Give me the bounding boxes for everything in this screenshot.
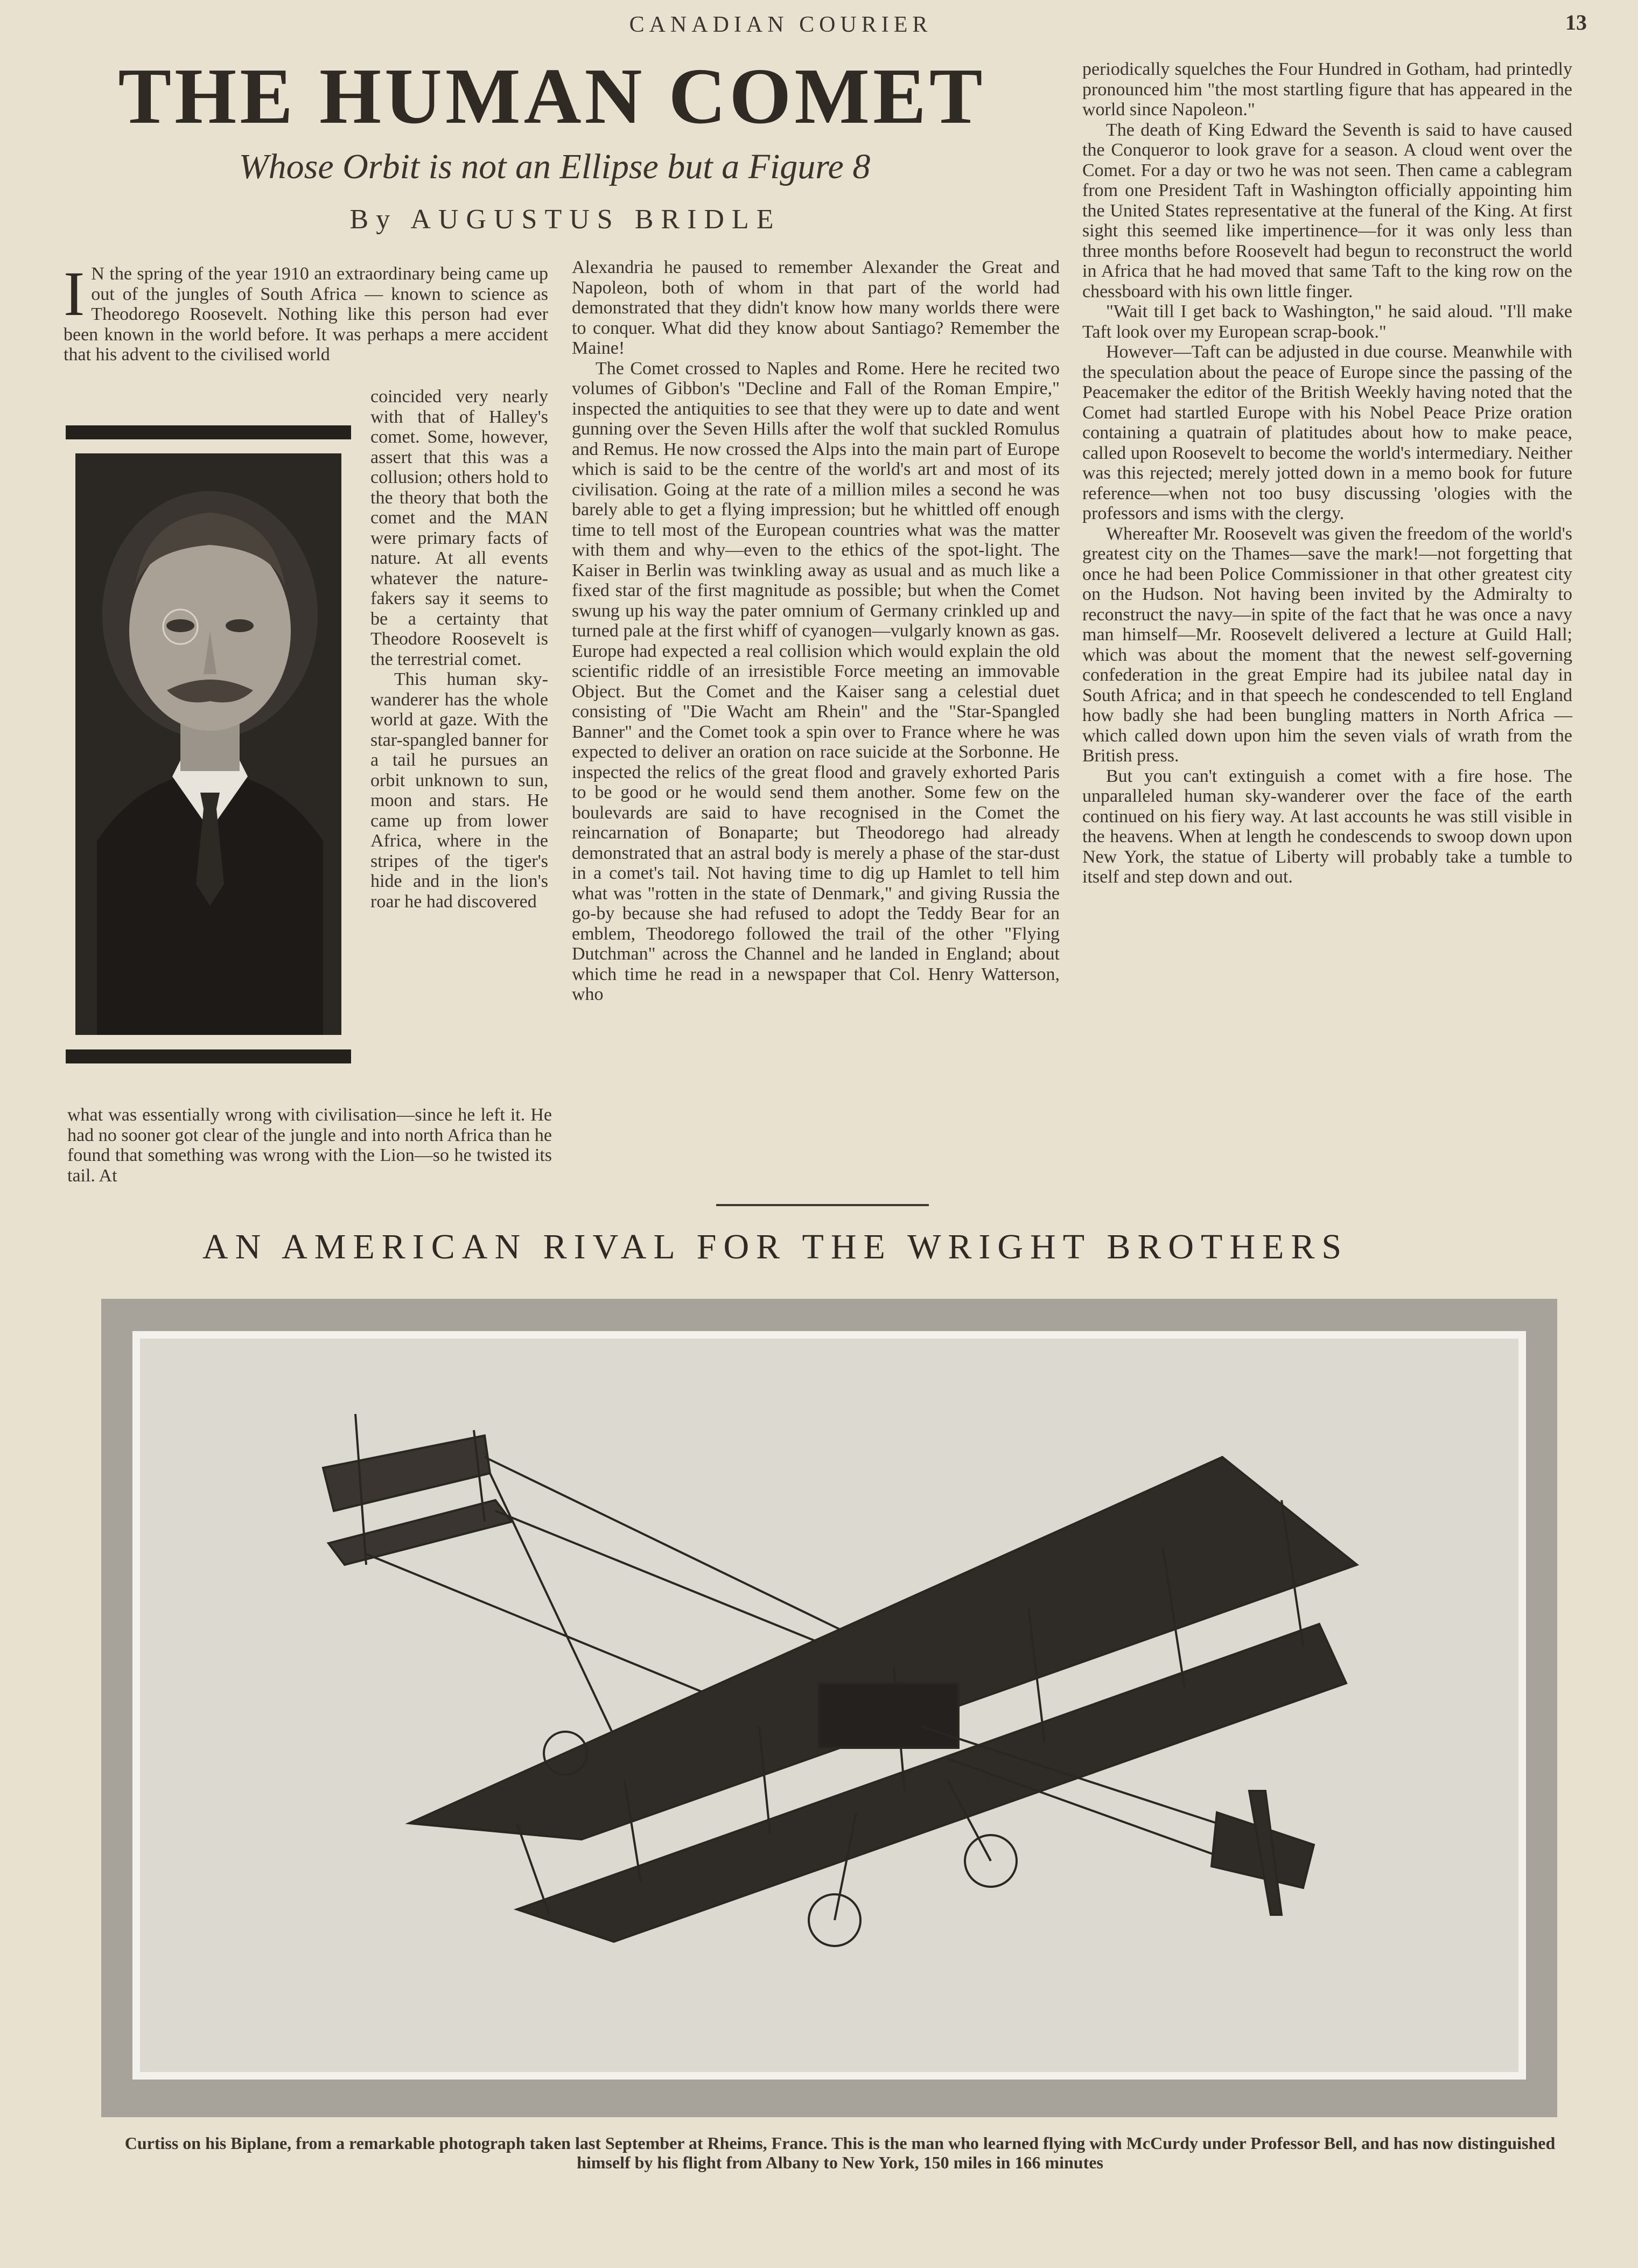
section-divider: [716, 1204, 929, 1206]
paragraph: coincided very nearly with that of Halley's comet. Some, however, assert that this was a collusion; others hold to the theory that both the comet and the MAN were primary facts of nature. At all events whatever the nature-fakers say it seems to be a certainty that Theodore Roosevelt is the terrestrial comet.: [370, 387, 548, 669]
column-1-top: [64, 258, 548, 365]
rule-top: [66, 425, 351, 439]
paragraph: But you can't extinguish a comet with a fire hose. The unparalleled human sky-wanderer over the face of the earth continued on his fiery way. At last accounts he was still visible in the heavens. When at length he condescends to swoop down upon New York, the statue of Liberty will probably take a tumble to itself and step down and out.: [1082, 766, 1572, 887]
portrait-figure: [66, 425, 351, 1063]
paragraph: "Wait till I get back to Washington," he said aloud. "I'll make Taft look over my European scrap-book.": [1082, 302, 1572, 342]
paragraph: The death of King Edward the Seventh is said to have caused the Conqueror to look grave for a season. A cloud went over the Comet. For a day or two he was not seen. Then came a cablegram from one President Taft in Washington officially appointing him the United States representative at the funeral of the King. At first sight this seemed like impertinence—for it was only less than three months before Roosevelt had begun to reconstruct the world in Africa that he had moved that same Taft to the king row on the chessboard with his own little finger.: [1082, 120, 1572, 302]
byline: By AUGUSTUS BRIDLE: [349, 204, 781, 235]
biplane-photo: [132, 1331, 1526, 2080]
biplane-photo-frame: [101, 1299, 1557, 2117]
paragraph: The Comet crossed to Naples and Rome. Here he recited two volumes of Gibbon's "Decline and Fall of the Roman Empire," inspected the antiquities to see that they were up to date and went gunning over the Seven Hills after the wolf that suckled Romulus and Remus. He now crossed the Alps into the main part of Europe which is said to be the centre of the world's art and most of its civilisation. Going at the rate of a million miles a second he was barely able to get a flying impression; but he whittled off enough time to tell most of the European countries what was the matter with them and why—even to the ethics of the spot-light. The Kaiser in Berlin was twinkling away as usual and as much like a fixed star of the first magnitude as possible; but when the Comet swung up his way the pater omnium of Germany crinkled up and turned pale at the first whiff of cyanogen—vulgarly known as gas. Europe had expected a real collision which would explain the old scientific riddle of an irresistible Force meeting an immovable Object. But the Comet and the Kaiser sang a celestial duet consisting of "Die Wacht am Rhein" and the "Star-Spangled Banner" and the Comet took a spin over to France where he was expected to deliver an oration on race suicide at the Sorbonne. He inspected the relics of the great flood and gravely exhorted Paris to be good or he would send them another. Some few on the boulevards are said to have recognised in the Comet the reincarnation of Bonaparte; but Theodorego had already demonstrated that an astral body is merely a phase of the star-dust in a comet's tail. Not having time to dig up Hamlet to tell him what was "rotten in the state of Denmark," and giving Russia the go-by because she had refused to adopt the Teddy Bear for an emblem, Theodorego followed the trail of the other "Flying Dutchman" across the Channel and he landed in England; about which time he read in a newspaper that Col. Henry Watterson, who: [572, 358, 1060, 1004]
running-head: CANADIAN COURIER: [629, 12, 933, 37]
paragraph: N the spring of the year 1910 an extraordinary being came up out of the jungles of South Africa — known to science as Theodorego Roosevelt. Nothing like this person had ever been known in the world before. It was perhaps a mere accident that his advent to the civilised world: [64, 264, 548, 365]
feature-title: AN AMERICAN RIVAL FOR THE WRIGHT BROTHERS: [202, 1227, 1349, 1266]
column-3: [1082, 59, 1572, 887]
column-1-bottom: [67, 1105, 552, 1186]
paragraph: However—Taft can be adjusted in due course. Meanwhile with the speculation about the peace of Europe since the passing of the Peacemaker the editor of the British Weekly having noted that the Comet had startled Europe with his Nobel Peace Prize oration containing a quatrain of platitudes about how to make peace, called upon Roosevelt to become the world's intermediary. Neither was this rejected; merely jotted down in a memo book for future reference—when not too busy discussing 'ologies with the professors and isms with the clergy.: [1082, 342, 1572, 523]
rule-bottom: [66, 1049, 351, 1063]
column-2: [572, 257, 1060, 1005]
photo-caption: Curtiss on his Biplane, from a remarkable photograph taken last September at Rheims, France. This is the man who learned flying with McCurdy under Professor Bell, and has now distinguished himself by his flight from Albany to New York, 150 miles in 166 minutes: [124, 2133, 1556, 2172]
paragraph: This human sky-wanderer has the whole world at gaze. With the star-spangled banner for a tail he pursues an orbit unknown to sun, moon and stars. He came up from lower Africa, where in the stripes of the tiger's hide and in the lion's roar he had discovered: [370, 669, 548, 912]
paragraph: Alexandria he paused to remember Alexander the Great and Napoleon, both of whom in that part of the world had demonstrated that they didn't know how many worlds there were to conquer. What did they know about Santiago? Remember the Maine!: [572, 257, 1060, 358]
paragraph: what was essentially wrong with civilisation—since he left it. He had no sooner got clear of the jungle and into north Africa than he found that something was wrong with the Lion—so he twisted its tail. At: [67, 1105, 552, 1186]
article-title: THE HUMAN COMET: [118, 52, 986, 141]
paragraph: Whereafter Mr. Roosevelt was given the freedom of the world's greatest city on the Thames—save the mark!—not forgetting that once he had been Police Commissioner in that other greatest city on the Hudson. Not having been invited by the Admiralty to reconstruct the navy—in spite of the fact that he was once a navy man himself—Mr. Roosevelt delivered a lecture at Guild Hall; which was about the moment that the newest self-governing confederation in the great Empire had its jubilee natal day in South Africa; and in that speech he condescended to tell England how badly she had been bungling matters in North Africa — which called down upon him the seven vials of wrath from the British press.: [1082, 523, 1572, 766]
roosevelt-portrait-image: [75, 453, 341, 1035]
paragraph: periodically squelches the Four Hundred in Gotham, had printedly pronounced him "the most startling figure that has appeared in the world since Napoleon.": [1082, 59, 1572, 120]
column-1-beside-photo: [370, 387, 548, 912]
page-number: 13: [1565, 10, 1587, 34]
article-subtitle: Whose Orbit is not an Ellipse but a Figure 8: [239, 147, 871, 186]
drop-cap: I: [64, 258, 85, 329]
